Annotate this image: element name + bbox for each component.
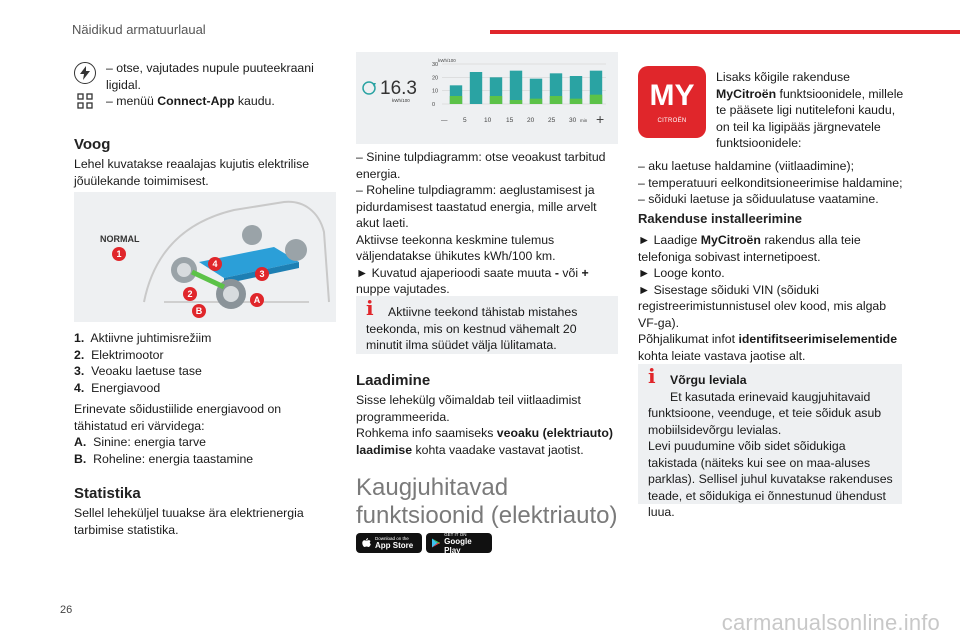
header-title: Näidikud armatuurlaual [72, 22, 206, 37]
legend-item: 3. Veoaku laetuse tase [74, 364, 202, 378]
network-heading: Võrgu leviala [670, 373, 747, 387]
mode-label: NORMAL [100, 234, 140, 244]
voog-text: Lehel kuvatakse reaalajas kujutis elektrilise jõuülekande toimimisest. [74, 157, 310, 188]
green-bar-desc: – Roheline tulpdiagramm: aeglustamisest ja pidurdamisest taastatud energia, mille arvelt akut laeti. [356, 183, 597, 230]
blue-bar [470, 72, 482, 104]
svg-text:B: B [195, 306, 203, 316]
network-coverage-info [638, 364, 902, 519]
x-tick-label: 20 [527, 117, 535, 124]
mycitroen-intro: Lisaks kõigile rakenduse MyCitroën funktsioonidele, millele te pääsete ligi nutitelefoni kaudu, on teil ka ligipääs järgnevatele funktsioonidele: [716, 70, 904, 150]
period-desc: ► Kuvatud ajaperioodi saate muuta - või + nuppe vajutades. [356, 265, 589, 296]
x-tick-label: min [580, 118, 588, 123]
install-steps [638, 232, 904, 364]
install-step: ► Looge konto. [638, 266, 725, 280]
x-tick-label: 15 [506, 117, 514, 124]
list-item: – temperatuuri eelkonditsioneerimise haldamine; [638, 175, 903, 190]
svg-text:4: 4 [212, 259, 218, 269]
header-accent-bar [490, 30, 960, 34]
svg-text:1: 1 [116, 249, 122, 259]
network-text-2: Levi puudumine võib sidet sõidukiga takistada (näiteks kui see on maa-aluses parklas). Sellisel juhul kuvatakse rakenduses teade, et sõidukiga ei õnnestunud ühendust luua. [648, 439, 893, 519]
average-desc: Aktiivse teekonna keskmine tulemus väljendatakse ühikutes kWh/100 km. [356, 232, 556, 263]
laadimine-heading: Laadimine [356, 372, 431, 389]
x-tick-label: 10 [484, 117, 492, 124]
install-step: ► Sisestage sõiduki VIN (sõiduki registreerimistunnistusel olev kood, mis algab VF-ga). [638, 282, 887, 330]
green-bar [490, 96, 502, 104]
app-store-badge[interactable]: Download on the App Store [356, 533, 422, 553]
page-number: 26 [60, 604, 73, 616]
y-tick-label: 0 [432, 102, 436, 108]
energy-flow-diagram [74, 192, 336, 322]
y-tick-label: 30 [432, 62, 439, 68]
plus-button[interactable]: + [596, 111, 605, 127]
info-text: Aktiivne teekond tähistab mistahes teekonda, mis on kestnud vähemalt 20 minutit ilma süüdet välja lülitamata. [366, 305, 578, 352]
y-axis-label: kWh/100 [438, 58, 456, 63]
install-heading: Rakenduse installeerimine [638, 211, 803, 226]
blue-bar-desc: – Sinine tulpdiagramm: otse veoakust tarbitud energia. [356, 150, 606, 181]
google-play-icon [432, 538, 440, 548]
green-bar [510, 100, 522, 104]
legend-item: 4. Energiavood [74, 380, 161, 395]
x-tick-label: — [441, 117, 448, 124]
mycitroen-logo [638, 66, 706, 138]
flows-legend [74, 434, 336, 467]
bullet-touchscreen: – otse, vajutades nupule puuteekraani ligidal. [106, 61, 314, 92]
details-note: Põhjalikumat infot identifitseerimiselementide kohta leiate vastava jaotise alt. [638, 332, 898, 363]
bullet-connect-app: – menüü Connect-App kaudu. [106, 94, 275, 108]
lightning-icon [74, 62, 96, 84]
connect-options [74, 60, 336, 112]
statistics-screen [356, 52, 618, 144]
green-bar [530, 99, 542, 104]
svg-text:2: 2 [187, 289, 193, 299]
list-item: – aku laetuse haldamine (viitlaadimine); [638, 159, 854, 173]
statistika-text: Sellel leheküljel tuuakse ära elektrienergia tarbimise statistika. [74, 506, 304, 537]
refresh-icon [363, 82, 376, 94]
svg-text:A: A [253, 295, 261, 305]
flows-text: Erinevate sõidustiilide energiavood on tähistatud eri värvidega: [74, 402, 282, 433]
diagram-legend [74, 330, 336, 396]
apple-icon [362, 538, 371, 548]
list-item: – sõiduki laetuse ja sõiduulatuse vaatamine. [638, 192, 879, 206]
legend-item: 2. Elektrimootor [74, 347, 164, 362]
green-bar [450, 96, 462, 104]
network-text: Et kasutada erinevaid kaugjuhitavaid funktsioone, veenduge, et teie sõiduk asub mobiilsidevõrgu levialas. [648, 389, 882, 437]
active-trip-info [356, 296, 618, 354]
info-icon: i [648, 364, 656, 388]
legend-item: 1. Aktiivne juhtimisrežiim [74, 331, 212, 345]
statistika-heading: Statistika [74, 485, 141, 502]
chart-description [356, 149, 618, 298]
statistics-chart [356, 52, 618, 144]
flow-item: B. Roheline: energia taastamine [74, 451, 254, 466]
blue-bar [510, 71, 522, 104]
x-tick-label: 25 [548, 117, 556, 124]
store-badges [356, 533, 492, 553]
readout-unit: kWh/100 [392, 98, 410, 103]
watermark: carmanualsonline.info [721, 610, 940, 635]
google-play-badge[interactable]: GET IT ON Google Play [426, 533, 492, 553]
x-tick-label: 5 [463, 117, 467, 124]
feature-list [638, 158, 908, 208]
y-tick-label: 20 [432, 75, 439, 82]
voog-heading: Voog [74, 136, 111, 153]
green-bar [550, 96, 562, 104]
logo-brand: CITROËN [657, 118, 687, 124]
consumption-readout: 16.3 [380, 78, 417, 99]
apps-grid-icon [74, 90, 96, 112]
logo-text: MY [649, 79, 695, 112]
green-bar [570, 99, 582, 104]
info-icon: i [366, 296, 374, 320]
flow-item: A. Sinine: energia tarve [74, 435, 206, 449]
laadimine-text: Sisse lehekülg võimaldab teil viitlaadimist programmeerida. Rohkema info saamiseks veoaku (elektriauto) laadimise kohta vaadake vastavat jaotist. [356, 393, 613, 457]
remote-functions-title: Kaugjuhitavad funktsioonid (elektriauto) [356, 474, 618, 529]
y-tick-label: 10 [432, 88, 439, 95]
x-tick-label: 30 [569, 117, 577, 124]
svg-text:3: 3 [259, 269, 265, 279]
install-step: ► Laadige MyCitroën rakendus alla teie telefoniga sobivast internetipoest. [638, 233, 861, 264]
green-bar [590, 95, 602, 104]
